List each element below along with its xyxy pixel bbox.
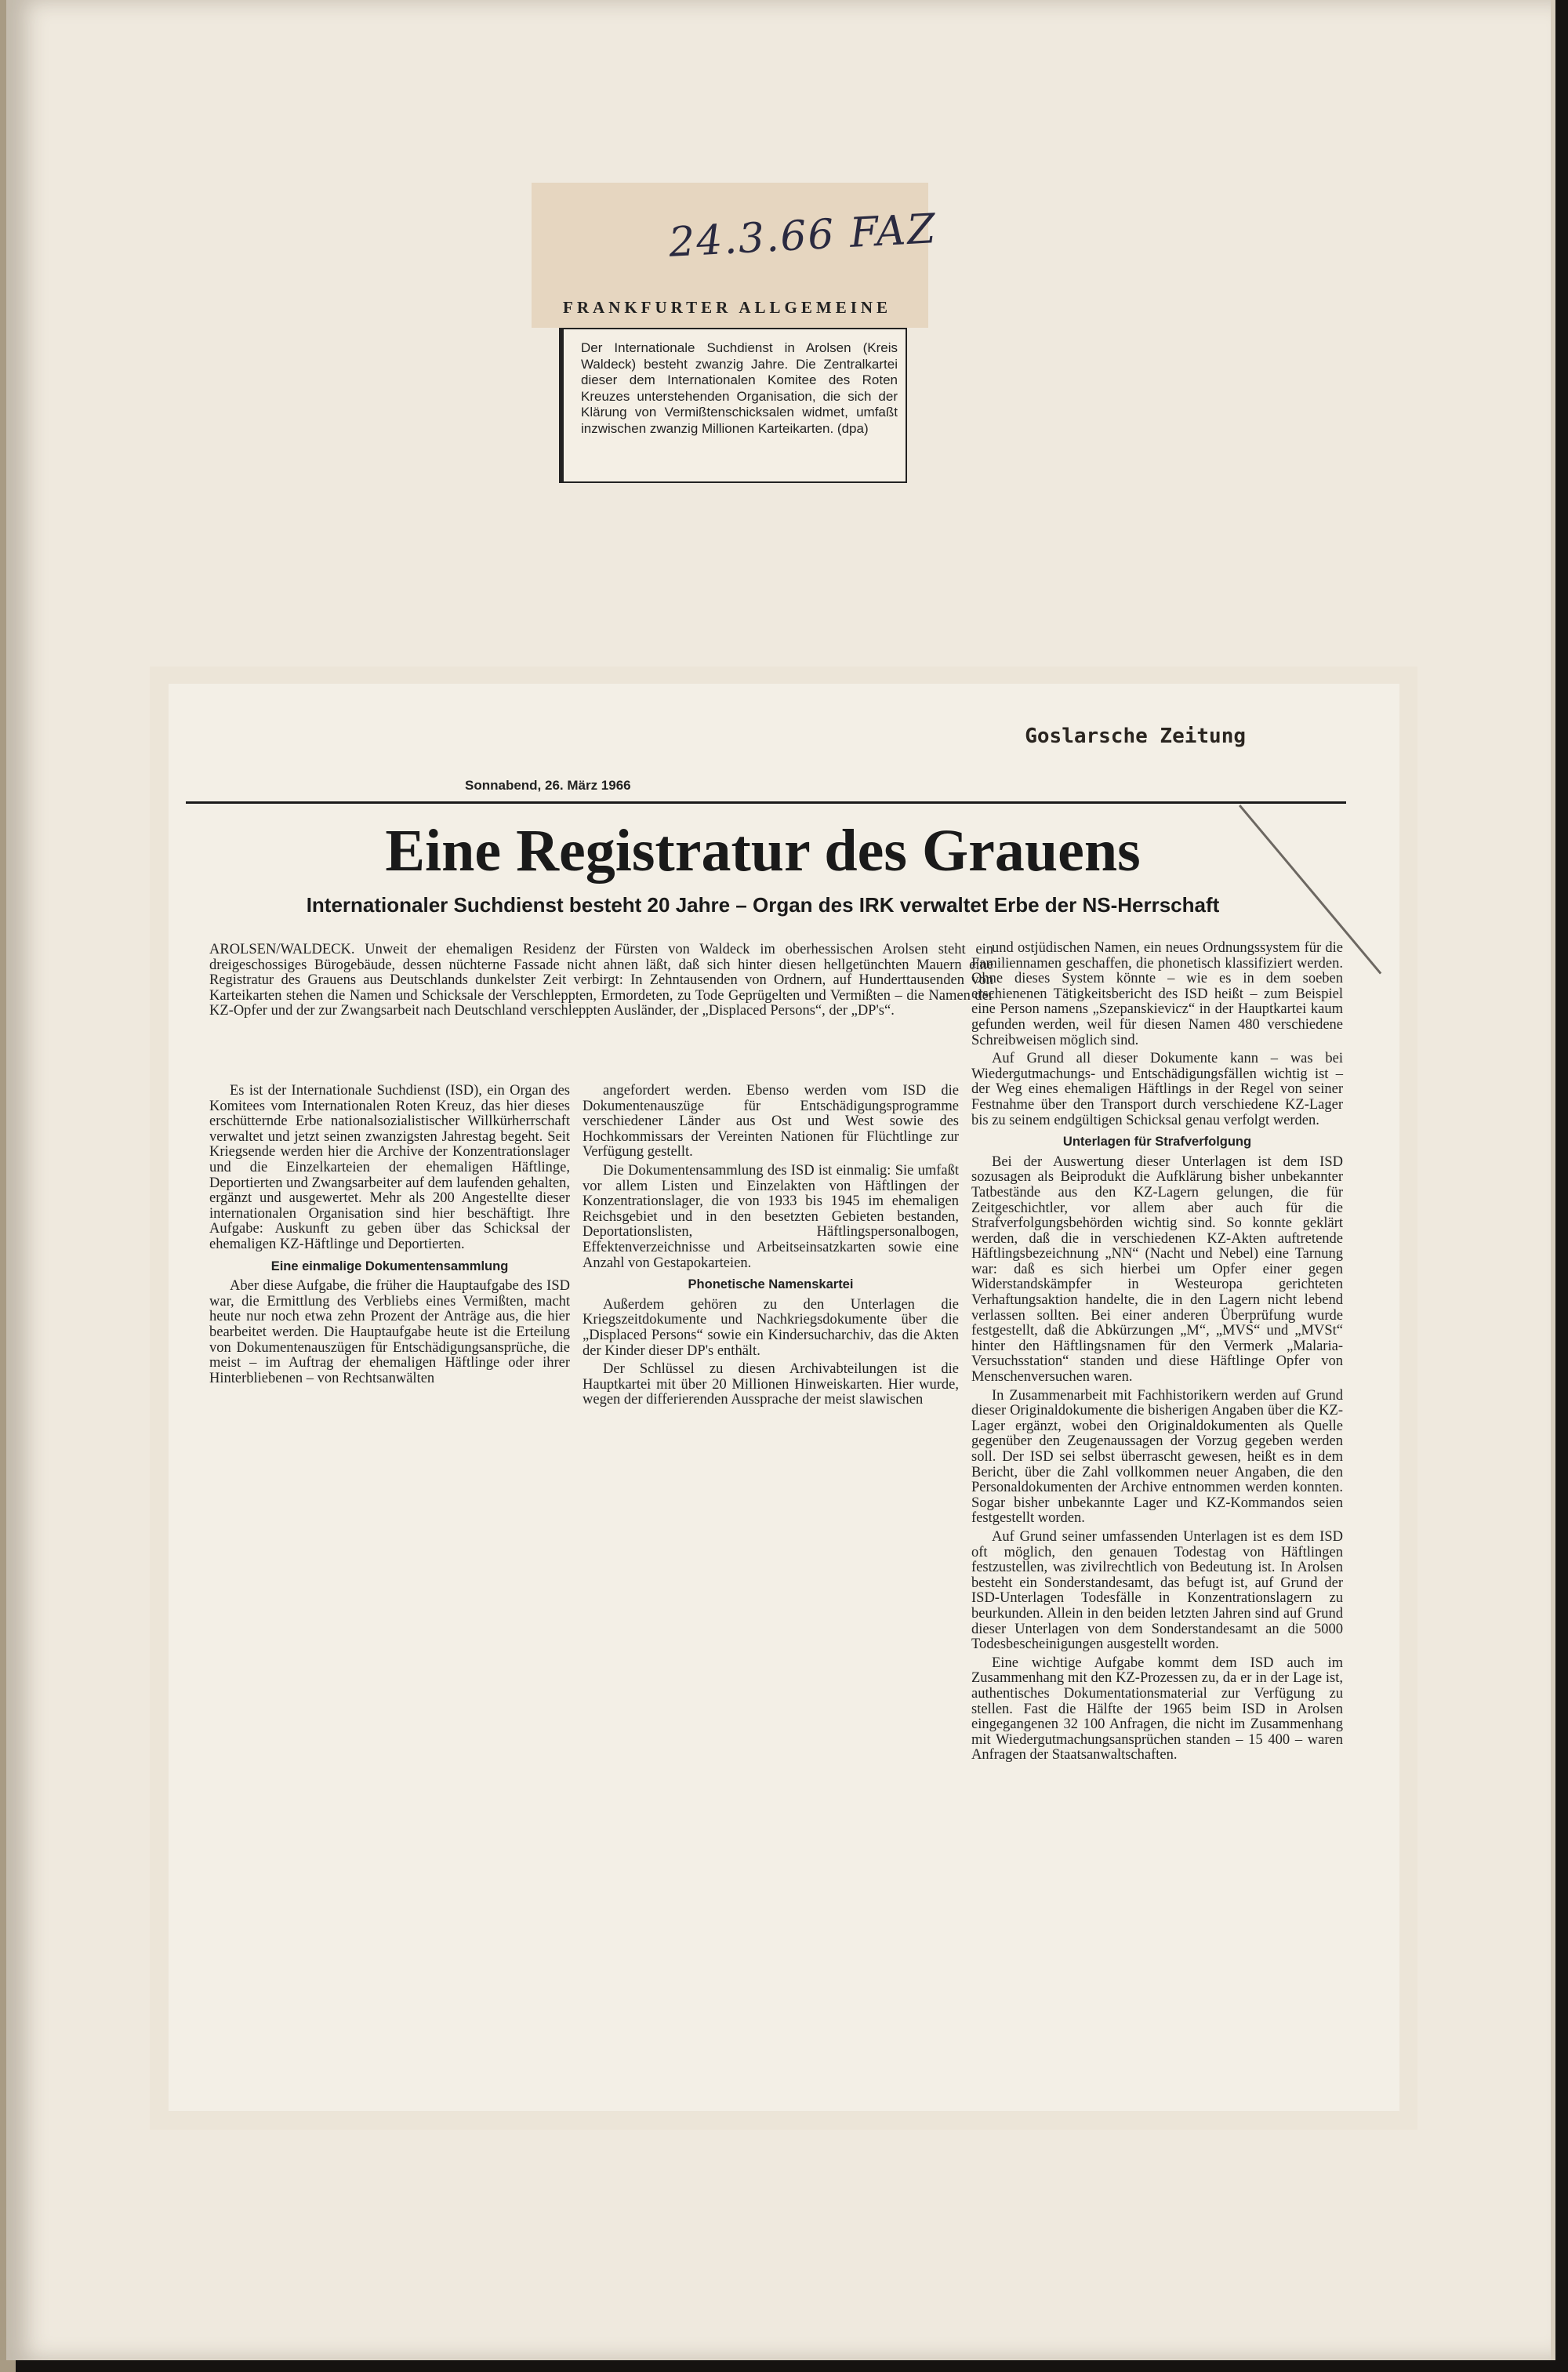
header-rule [186,801,1346,804]
clipping-paper [169,684,1399,2111]
paragraph: und ostjüdischen Namen, ein neues Ordnungssystem für die Familiennamen geschaffen, die phonetisch klassifiziert werden. Ohne dieses System könnte – wie es in dem soeben erschienenen Tätigkeitsbericht des ISD heißt – zum Beispiel eine Person namens „Szepanskievicz“ in der Hauptkartei kaum gefunden werden, weil für diesen Namen 480 verschiedene Schreibweisen möglich sind. [971,940,1343,1048]
faz-masthead: FRANKFURTER ALLGEMEINE [563,298,892,317]
paragraph: Außerdem gehören zu den Unterlagen die Kriegszeitdokumente und Nachkriegsdokumente über die „Displaced Persons“ sowie ein Kindersucharchiv, das die Akten der Kinder dieser DP's enthält. [583,1296,959,1359]
paragraph: In Zusammenarbeit mit Fachhistorikern werden auf Grund dieser Originaldokumente die bisherigen Angaben über die KZ-Lager ergänzt, wobei den Originaldokumenten als Quelle gegenüber den Zeugenaussagen der Vorzug gegeben werden soll. Der ISD sei selbst überrascht gewesen, heißt es in dem Bericht, über die Zahl vollkommen neuer Angaben, die den Personaldokumenten der Archive entnommen werden konnten. Sogar bisher unbekannte Lager und KZ-Kommandos seien festgestellt worden. [971,1387,1343,1527]
article-column-2 [583,1084,959,1411]
newspaper-name: Goslarsche Zeitung [1025,725,1246,748]
handwritten-date-note: 24.3.66 FAZ [667,205,938,267]
album-page [6,0,1555,2360]
paragraph: Auf Grund all dieser Dokumente kann – was bei Wiedergutmachungs- und Entschädigungsfällen wichtig ist – der Weg eines ehemaligen Häftlings in der Regel von seiner Festnahme über den Transport durch verschiedene KZ-Lager bis zu seinem endgültigen Schicksal genau verfolgt werden. [971,1051,1343,1128]
faz-clipping-header [532,183,938,328]
paragraph: Auf Grund seiner umfassenden Unterlagen ist es dem ISD oft möglich, den genauen Todestag von Häftlingen festzustellen, was zivilrechtlich von Bedeutung ist. In Arolsen besteht ein Sonderstandesamt, das befugt ist, auf Grund der ISD-Unterlagen Todesfälle in Konzentrationslagern zu beurkunden. Allein in den beiden letzten Jahren sind auf Grund dieser Unterlagen von dem Sonderstandesamt an die 5000 Todesbescheinigungen ausgestellt worden. [971,1528,1343,1653]
paragraph: Bei der Auswertung dieser Unterlagen ist dem ISD sozusagen als Beiprodukt die Aufklärung bisher unbekannter Tatbestände aus den KZ-Lagern gelungen, die für Zeitgeschichtler, vor allem aber auch für die Strafverfolgungsbehörden wichtig sind. So konnte geklärt werden, daß die in verschiedenen KZ-Akten auftretende Häftlingsbezeichnung „NN“ (Nacht und Nebel) eine Tarnung war: daß es sich hierbei um Opfer einer gegen Widerstandskämpfer in Westeuropa gerichteten Verhaftungsaktion handelte, die in den Lagern nicht lebend verlassen sollten. Bei einer anderen Überprüfung wurde festgestellt, daß die Abkürzungen „M“, „MVS“ und „MVSt“ hinter den Häftlingsnamen für den Vermerk „Malaria-Versuchsstation“ standen und diese Häftlinge Opfer von Menschenversuchen waren. [971,1153,1343,1386]
paragraph: Die Dokumentensammlung des ISD ist einmalig: Sie umfaßt vor allem Listen und Einzelakten von Häftlingen der Konzentrationslager, die von 1933 bis 1945 im ehemaligen Reichsgebiet und in den besetzten Gebieten bestanden, Deportationslisten, Häftlingspersonalbogen, Effektenverzeichnisse und Arbeitseinsatzkarten sowie eine Anzahl von Gestapokarteien. [583,1162,959,1271]
article-subheadline: Internationaler Suchdienst besteht 20 Jahre – Organ des IRK verwaltet Erbe der NS-Herrschaft [306,893,1220,917]
faz-clipping-text: Der Internationale Suchdienst in Arolsen (Kreis Waldeck) besteht zwanzig Jahre. Die Zentralkartei dieser dem Internationalen Komitee des Roten Kreuzes unterstehenden Organisation, die sich der Klärung von Vermißtenschicksalen widmet, umfaßt inzwischen zwanzig Millionen Karteikarten. (dpa) [581,340,898,436]
paragraph: Es ist der Internationale Suchdienst (ISD), ein Organ des Komitees vom Internationalen Roten Kreuz, das hier dieses erschütternde Erbe nationalsozialistischer Willkürherrschaft verwaltet und jetzt seinen zwanzigsten Jahrestag begeht. Seit Kriegsende werden hier die Archive der Konzentrationslager und die Einzelkarteien der ehemaligen Häftlinge, Deportierten und Zwangsarbeiter auf dem laufenden gehalten, ergänzt und ausgewertet. Mehr als 200 Angestellte dieser internationalen Organisation sind hier beschäftigt. Ihre Aufgabe: Auskunft zu geben über das Schicksal der ehemaligen KZ-Häftlinge und Deportierten. [209,1083,570,1252]
article-column-3 [971,941,1343,1767]
paragraph: angefordert werden. Ebenso werden vom ISD die Dokumentenauszüge für Entschädigungsprogramme verschiedener Länder aus Ost und West sowie des Hochkommissars der Vereinten Nationen für Flüchtlinge zur Verfügung gestellt. [583,1083,959,1161]
section-heading: Eine einmalige Dokumentensammlung [270,1259,509,1273]
section-heading: Unterlagen für Strafverfolgung [1062,1135,1252,1150]
newspaper-date: Sonnabend, 26. März 1966 [465,778,631,793]
article-headline: Eine Registratur des Grauens [385,818,1141,884]
faz-clipping [532,183,938,483]
lede-paragraph: AROLSEN/WALDECK. Unweit der ehemaligen Residenz der Fürsten von Waldeck im oberhessischen Arolsen steht ein dreigeschossiges Bürogebäude, dessen nüchterne Fassade nicht ahnen läßt, daß sich hinter diesen hellgetünchten Mauern eine Registratur des Grauens aus Deutschlands dunkelster Zeit verbirgt: In Zehntausenden von Ordnern, auf Hunderttausenden von Karteikarten stehen die Namen und Schicksale der Verschleppten, Ermordeten, zu Tode Geprügelten und Vermißten – die Namen der KZ-Opfer und der zur Zwangsarbeit nach Deutschland verschleppten Ausländer, der „Displaced Persons“, der „DP's“. [209,942,993,1019]
paragraph: Eine wichtige Aufgabe kommt dem ISD auch im Zusammenhang mit den KZ-Prozessen zu, da er in der Lage ist, authentisches Dokumentationsmaterial zur Verfügung zu stellen. Fast die Hälfte der 1965 beim ISD in Arolsen eingegangenen 32 100 Anfragen, die nicht im Zusammenhang mit Wiedergutmachungsansprüchen standen – 15 400 – waren Anfragen der Staatsanwaltschaften. [971,1655,1343,1764]
goslarsche-zeitung-clipping [150,667,1417,2130]
paragraph: Aber diese Aufgabe, die früher die Hauptaufgabe des ISD war, die Ermittlung des Verbliebs eines Vermißten, macht heute nur noch etwa zehn Prozent der Anträge aus, die hier bearbeitet werden. Die Hauptaufgabe heute ist die Erteilung von Dokumentenauszügen für Entschädigungsansprüche, die meist – im Auftrag der ehemaligen Häftlinge oder ihrer Hinterbliebenen – von Rechtsanwälten [209,1278,570,1386]
section-heading: Phonetische Namenskartei [688,1277,854,1292]
article-lede [209,943,993,1023]
article-column-1 [209,1084,570,1389]
faz-clipping-body [559,328,907,483]
paragraph: Der Schlüssel zu diesen Archivabteilungen ist die Hauptkartei mit über 20 Millionen Hinweiskarten. Hier wurde, wegen der differierenden Aussprache der meist slawischen [583,1361,959,1408]
